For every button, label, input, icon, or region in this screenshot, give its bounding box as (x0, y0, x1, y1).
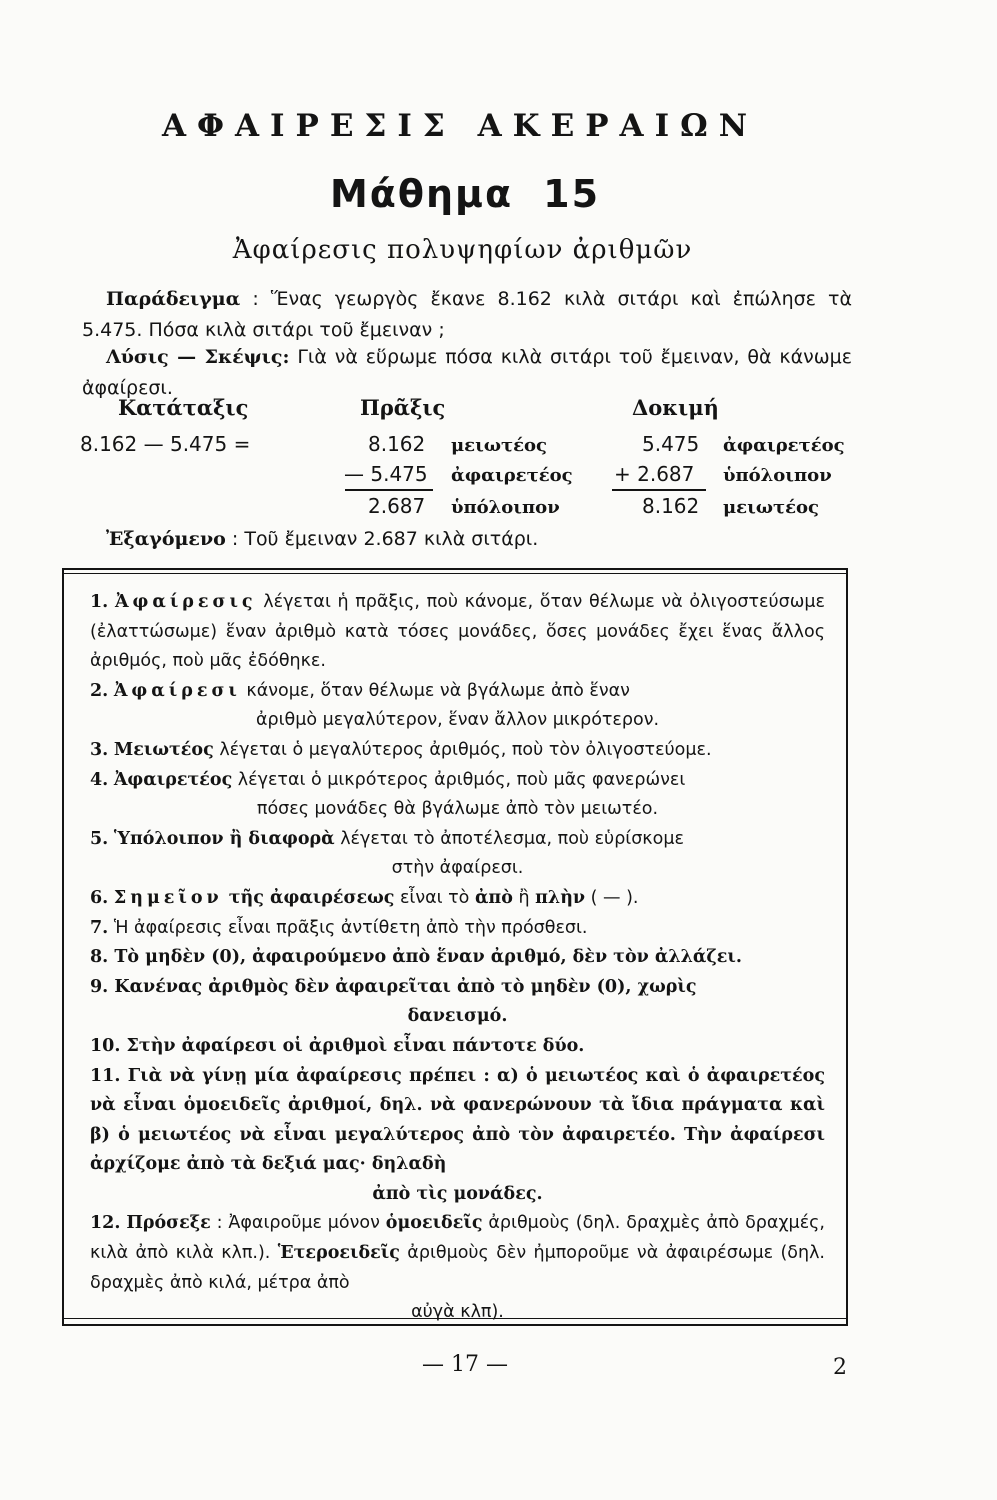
rule-item: 12. Πρόσεξε : Ἀφαιροῦμε μόνον ὁμοειδεῖς ἀριθμοὺς (δηλ. δραχμὲς ἀπὸ δραχμές, κιλὰ ἀπὸ κιλὰ κλπ.). Ἑτεροειδεῖς ἀριθμοὺς δὲν ἠμποροῦμε νὰ ἀφαιρέσωμε (δηλ. δραχμὲς ἀπὸ κιλά, μέτρα ἀπὸ αὐγὰ κλπ). (90, 1213, 825, 1323)
solution-text: Γιὰ νὰ εὕρωμε πόσα κιλὰ σιτάρι τοῦ ἔμειναν, θὰ κάνωμε ἀφαίρεσι. (82, 346, 852, 399)
rule-term: Ἀφαίρεσις (114, 592, 257, 612)
rules-list (90, 588, 825, 1328)
op-subtrahend-label: ἀφαιρετέος (451, 465, 573, 486)
check-subtrahend: 5.475 (642, 432, 700, 456)
example-text: : Ἕνας γεωργὸς ἔκανε 8.162 κιλὰ σιτάρι καὶ ἐπώλησε τὰ 5.475. Πόσα κιλὰ σιτάρι τοῦ ἔμειναν ; (82, 288, 852, 341)
chapter-title: ΑΦΑΙΡΕΣΙΣ ΑΚΕΡΑΙΩΝ (161, 108, 759, 144)
rule-item: 4. Ἀφαιρετέος λέγεται ὁ μικρότερος ἀριθμός, ποὺ μᾶς φανερώνει πόσες μονάδες θὰ βγάλωμε ἀπὸ τὸν μειωτέο. (90, 769, 686, 820)
op-subtrahend: — 5.475 (344, 462, 428, 486)
check-underline (612, 489, 706, 491)
op-minuend: 8.162 (368, 432, 426, 456)
box-border-top (62, 568, 848, 570)
lesson-number: 15 (543, 172, 601, 216)
box-border-right (846, 568, 848, 1325)
setup-expression: 8.162 — 5.475 = (80, 432, 251, 456)
rule-term: Πρόσεξε (126, 1213, 211, 1234)
rule-term: Μειωτέος (113, 739, 214, 760)
op-minuend-label: μειωτέος (451, 435, 547, 456)
rule-item: 11. Γιὰ νὰ γίνῃ μία ἀφαίρεσις πρέπει : α) ὁ μειωτέος καὶ ὁ ἀφαιρετέος νὰ εἶναι ὁμοειδεῖς ἀριθμοί, δηλ. νὰ φανερώνουν τὰ ἴδια πράγματα καὶ β) ὁ μειωτέος νὰ εἶναι μεγαλύτερος ἀπὸ τὸν ἀφαιρετέο. Τὴν ἀφαίρεσι ἀρχίζομε ἀπὸ τὰ δεξιά μας· δηλαδὴ ἀπὸ τὶς μονάδες. (90, 1065, 825, 1204)
check-minuend-label: μειωτέος (723, 497, 819, 518)
rule-item: 7. Ἡ ἀφαίρεσις εἶναι πρᾶξις ἀντίθετη ἀπὸ τὴν πρόσθεσι. (90, 917, 588, 938)
rule-term: Ἀφαιρετέος (113, 769, 233, 790)
lesson-heading (0, 172, 930, 216)
check-difference-label: ὑπόλοιπον (723, 465, 832, 486)
rule-item: 9. Κανένας ἀριθμὸς δὲν ἀφαιρεῖται ἀπὸ τὸ μηδὲν (0), χωρὶς δανεισμό. (90, 976, 697, 1027)
rule-item: 1. Ἀφαίρεσις λέγεται ἡ πρᾶξις, ποὺ κάνομε, ὅταν θέλωμε νὰ ὀλιγοστεύσωμε (ἐλαττώσωμε) ἕναν ἀριθμὸ κατὰ τόσες μονάδες, ὅσες μονάδες ἔχει ἕνας ἄλλος ἀριθμός, ποὺ μᾶς ἐδόθηκε. (90, 592, 825, 672)
example-paragraph (82, 284, 852, 346)
box-border-left (62, 568, 64, 1325)
box-border-top-inner (62, 573, 848, 574)
rule-term: Ἀφαίρεσι (113, 680, 241, 701)
rule-term: Σημεῖον (113, 887, 223, 908)
check-difference: + 2.687 (614, 462, 695, 486)
rule-item: 10. Στὴν ἀφαίρεσι οἱ ἀριθμοὶ εἶναι πάντοτε δύο. (90, 1035, 585, 1056)
column-head-check: Δοκιμή (632, 395, 719, 420)
result-text: : Τοῦ ἔμειναν 2.687 κιλὰ σιτάρι. (231, 528, 539, 550)
solution-label: Λύσις — Σκέψις: (106, 346, 290, 368)
signature-mark: 2 (833, 1355, 847, 1380)
rule-item: 2. Ἀφαίρεσι κάνομε, ὅταν θέλωμε νὰ βγάλωμε ἀπὸ ἕναν ἀριθμὸ μεγαλύτερον, ἕναν ἄλλον μικρότερον. (90, 680, 660, 731)
rule-item: 5. Ὑπόλοιπον ἢ διαφορὰ λέγεται τὸ ἀποτέλεσμα, ποὺ εὑρίσκομε στὴν ἀφαίρεσι. (90, 828, 684, 879)
rule-item: 6. Σημεῖον τῆς ἀφαιρέσεως εἶναι τὸ ἀπὸ ἢ πλὴν ( — ). (90, 887, 639, 908)
check-minuend: 8.162 (642, 494, 700, 518)
rule-item: 8. Τὸ μηδὲν (0), ἀφαιρούμενο ἀπὸ ἕναν ἀριθμό, δὲν τὸν ἀλλάζει. (90, 947, 742, 968)
column-head-operation: Πρᾶξις (360, 395, 446, 420)
check-subtrahend-label: ἀφαιρετέος (723, 435, 845, 456)
lesson-subtitle: Ἀφαίρεσις πολυψηφίων ἀριθμῶν (232, 235, 693, 265)
result-line (106, 528, 538, 550)
op-underline (345, 489, 433, 491)
rule-item: 3. Μειωτέος λέγεται ὁ μεγαλύτερος ἀριθμός, ποὺ τὸν ὀλιγοστεύομε. (90, 739, 712, 760)
example-label: Παράδειγμα (106, 288, 241, 310)
column-head-setup: Κατάταξις (118, 395, 249, 420)
op-difference: 2.687 (368, 494, 426, 518)
page-number: — 17 — (422, 1352, 508, 1377)
rule-term: Ὑπόλοιπον ἢ διαφορὰ (113, 828, 335, 849)
result-label: Ἐξαγόμενο (106, 528, 226, 550)
op-difference-label: ὑπόλοιπον (451, 497, 560, 518)
lesson-word: Μάθημα (329, 172, 514, 216)
